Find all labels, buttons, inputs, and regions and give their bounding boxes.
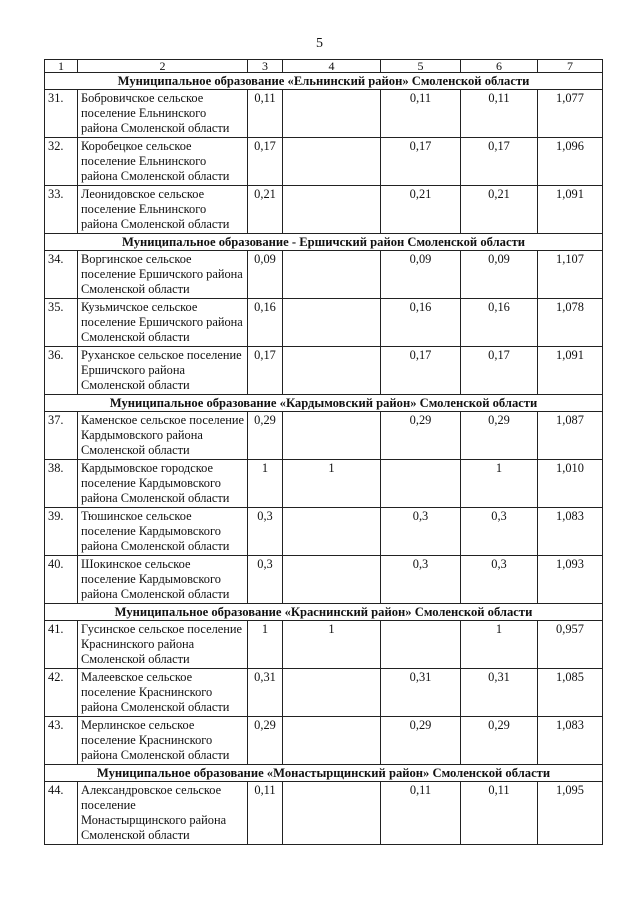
data-table — [44, 59, 603, 845]
section-title: Муниципальное образование «Кардымовский район» Смоленской области — [45, 395, 603, 412]
table-row — [45, 299, 603, 347]
row-number: 31. — [45, 90, 78, 138]
cell-col-4 — [283, 299, 381, 347]
table-row — [45, 669, 603, 717]
column-header: 3 — [248, 60, 283, 73]
table-row — [45, 90, 603, 138]
cell-col-4 — [283, 508, 381, 556]
cell-col-6: 0,17 — [461, 347, 538, 395]
cell-col-5: 0,29 — [381, 717, 461, 765]
cell-col-3: 0,29 — [248, 717, 283, 765]
cell-col-5: 0,16 — [381, 299, 461, 347]
table-row — [45, 186, 603, 234]
cell-col-3: 0,29 — [248, 412, 283, 460]
settlement-name: Кузьмичское сельское поселение Ершичского района Смоленской области — [78, 299, 248, 347]
section-title: Муниципальное образование «Монастырщинский район» Смоленской области — [45, 765, 603, 782]
row-number: 43. — [45, 717, 78, 765]
cell-col-4 — [283, 412, 381, 460]
cell-col-5: 0,21 — [381, 186, 461, 234]
cell-col-5: 0,29 — [381, 412, 461, 460]
column-header: 5 — [381, 60, 461, 73]
page-number: 5 — [316, 36, 323, 51]
table-row — [45, 251, 603, 299]
column-header: 4 — [283, 60, 381, 73]
cell-col-3: 0,11 — [248, 782, 283, 845]
cell-col-5: 0,3 — [381, 508, 461, 556]
cell-col-3: 0,3 — [248, 508, 283, 556]
row-number: 32. — [45, 138, 78, 186]
cell-col-5 — [381, 460, 461, 508]
cell-col-5: 0,3 — [381, 556, 461, 604]
settlement-name: Воргинское сельское поселение Ершичского района Смоленской области — [78, 251, 248, 299]
section-title: Муниципальное образование «Ельнинский район» Смоленской области — [45, 73, 603, 90]
cell-col-4: 1 — [283, 460, 381, 508]
cell-col-4 — [283, 251, 381, 299]
settlement-name: Коробецкое сельское поселение Ельнинского района Смоленской области — [78, 138, 248, 186]
cell-col-4 — [283, 556, 381, 604]
cell-col-4 — [283, 186, 381, 234]
settlement-name: Малеевское сельское поселение Краснинского района Смоленской области — [78, 669, 248, 717]
cell-col-6: 0,11 — [461, 782, 538, 845]
cell-col-3: 1 — [248, 621, 283, 669]
cell-col-7: 1,096 — [538, 138, 603, 186]
cell-col-4: 1 — [283, 621, 381, 669]
section-title: Муниципальное образование «Краснинский район» Смоленской области — [45, 604, 603, 621]
cell-col-5: 0,31 — [381, 669, 461, 717]
row-number: 41. — [45, 621, 78, 669]
section-header-row — [45, 73, 603, 90]
settlement-name: Каменское сельское поселение Кардымовского района Смоленской области — [78, 412, 248, 460]
cell-col-3: 0,21 — [248, 186, 283, 234]
cell-col-3: 0,3 — [248, 556, 283, 604]
settlement-name: Тюшинское сельское поселение Кардымовского района Смоленской области — [78, 508, 248, 556]
cell-col-7: 1,107 — [538, 251, 603, 299]
table-row — [45, 717, 603, 765]
cell-col-7: 1,093 — [538, 556, 603, 604]
cell-col-4 — [283, 782, 381, 845]
table-body — [45, 60, 603, 845]
cell-col-4 — [283, 669, 381, 717]
cell-col-3: 0,31 — [248, 669, 283, 717]
table-row — [45, 138, 603, 186]
column-header: 1 — [45, 60, 78, 73]
cell-col-4 — [283, 347, 381, 395]
cell-col-5: 0,11 — [381, 90, 461, 138]
cell-col-7: 1,091 — [538, 186, 603, 234]
settlement-name: Леонидовское сельское поселение Ельнинского района Смоленской области — [78, 186, 248, 234]
table-row — [45, 556, 603, 604]
cell-col-6: 0,29 — [461, 412, 538, 460]
settlement-name: Мерлинское сельское поселение Краснинского района Смоленской области — [78, 717, 248, 765]
table-row — [45, 508, 603, 556]
row-number: 37. — [45, 412, 78, 460]
cell-col-7: 1,077 — [538, 90, 603, 138]
cell-col-5: 0,17 — [381, 347, 461, 395]
cell-col-6: 0,29 — [461, 717, 538, 765]
settlement-name: Шокинское сельское поселение Кардымовского района Смоленской области — [78, 556, 248, 604]
row-number: 39. — [45, 508, 78, 556]
row-number: 36. — [45, 347, 78, 395]
cell-col-3: 0,17 — [248, 138, 283, 186]
cell-col-7: 1,087 — [538, 412, 603, 460]
table-row — [45, 347, 603, 395]
cell-col-3: 0,17 — [248, 347, 283, 395]
table-row — [45, 412, 603, 460]
cell-col-5: 0,11 — [381, 782, 461, 845]
cell-col-5 — [381, 621, 461, 669]
cell-col-7: 1,085 — [538, 669, 603, 717]
cell-col-7: 1,091 — [538, 347, 603, 395]
section-header-row — [45, 604, 603, 621]
row-number: 38. — [45, 460, 78, 508]
cell-col-7: 1,083 — [538, 717, 603, 765]
column-header: 7 — [538, 60, 603, 73]
row-number: 40. — [45, 556, 78, 604]
settlement-name: Гусинское сельское поселение Краснинского района Смоленской области — [78, 621, 248, 669]
column-header: 6 — [461, 60, 538, 73]
settlement-name: Руханское сельское поселение Ершичского района Смоленской области — [78, 347, 248, 395]
cell-col-6: 1 — [461, 460, 538, 508]
cell-col-6: 0,3 — [461, 508, 538, 556]
section-title: Муниципальное образование - Ершичский район Смоленской области — [45, 234, 603, 251]
cell-col-3: 1 — [248, 460, 283, 508]
cell-col-3: 0,11 — [248, 90, 283, 138]
cell-col-3: 0,16 — [248, 299, 283, 347]
table-row — [45, 621, 603, 669]
row-number: 33. — [45, 186, 78, 234]
cell-col-5: 0,17 — [381, 138, 461, 186]
cell-col-6: 0,11 — [461, 90, 538, 138]
cell-col-6: 0,16 — [461, 299, 538, 347]
cell-col-3: 0,09 — [248, 251, 283, 299]
settlement-name: Кардымовское городское поселение Кардымовского района Смоленской области — [78, 460, 248, 508]
cell-col-4 — [283, 90, 381, 138]
cell-col-7: 1,078 — [538, 299, 603, 347]
cell-col-6: 1 — [461, 621, 538, 669]
section-header-row — [45, 234, 603, 251]
cell-col-5: 0,09 — [381, 251, 461, 299]
cell-col-7: 1,010 — [538, 460, 603, 508]
cell-col-6: 0,31 — [461, 669, 538, 717]
cell-col-6: 0,17 — [461, 138, 538, 186]
section-header-row — [45, 395, 603, 412]
settlement-name: Александровское сельское поселение Монастырщинского района Смоленской области — [78, 782, 248, 845]
cell-col-7: 1,083 — [538, 508, 603, 556]
section-header-row — [45, 765, 603, 782]
settlement-name: Бобровичское сельское поселение Ельнинского района Смоленской области — [78, 90, 248, 138]
table-row — [45, 460, 603, 508]
cell-col-7: 0,957 — [538, 621, 603, 669]
cell-col-6: 0,21 — [461, 186, 538, 234]
column-header-row — [45, 60, 603, 73]
row-number: 44. — [45, 782, 78, 845]
column-header: 2 — [78, 60, 248, 73]
row-number: 35. — [45, 299, 78, 347]
cell-col-4 — [283, 138, 381, 186]
table-row — [45, 782, 603, 845]
cell-col-7: 1,095 — [538, 782, 603, 845]
cell-col-6: 0,3 — [461, 556, 538, 604]
row-number: 34. — [45, 251, 78, 299]
cell-col-6: 0,09 — [461, 251, 538, 299]
row-number: 42. — [45, 669, 78, 717]
cell-col-4 — [283, 717, 381, 765]
